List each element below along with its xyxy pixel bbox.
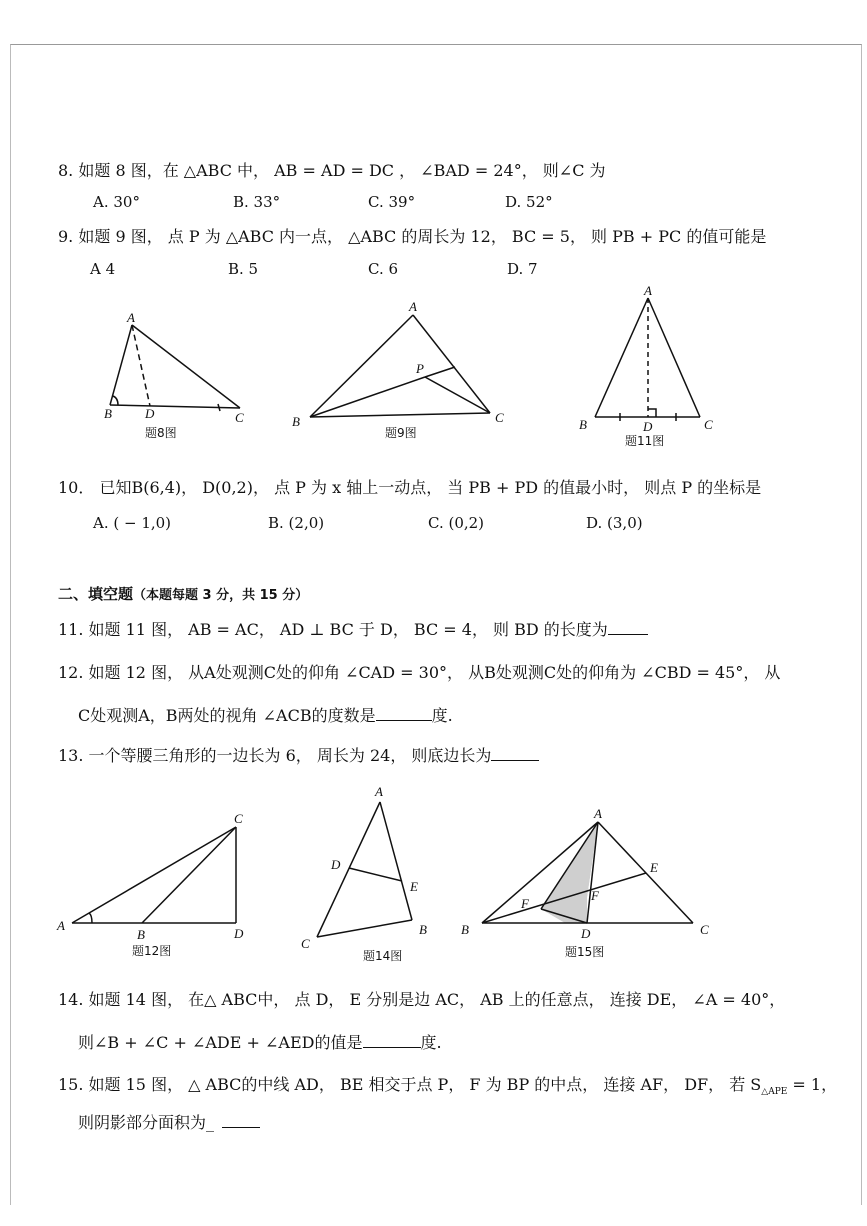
- fig11-label-c: C: [704, 417, 713, 432]
- fig9-label-b: B: [292, 414, 300, 429]
- fig8-label-b: B: [104, 406, 112, 421]
- question-8-stem: 8. 如题 8 图，在 △ABC 中， AB = AD = DC ， ∠BAD = 24°， 则∠C 为: [58, 161, 606, 180]
- fig15-label-e: E: [650, 860, 658, 875]
- q10-option-a: A. ( − 1,0): [93, 514, 172, 532]
- q9-option-b: B. 5: [228, 260, 259, 278]
- q15-subscript: △APE: [761, 1087, 788, 1098]
- q10-option-b: B. (2,0): [268, 514, 325, 532]
- fig11-label-d: D: [643, 419, 653, 434]
- fig14-label-e: E: [410, 879, 418, 894]
- fig14-label-d: D: [331, 857, 341, 872]
- fig15-label-f: F: [521, 896, 529, 911]
- fig15-label-f-inner: F: [591, 888, 599, 903]
- fig15-shaded-region-2: [541, 822, 598, 923]
- fig12-line-bc: [142, 827, 236, 923]
- fig9-segment-bp: [310, 377, 425, 417]
- fig8-side-ab: [110, 325, 132, 405]
- figure-15: [455, 800, 725, 965]
- figure-9: [285, 295, 520, 440]
- fig11-side-ab: [595, 298, 648, 417]
- q14-text: 则∠B + ∠C + ∠ADE + ∠AED的值是: [78, 1033, 363, 1052]
- fig9-side-ab: [310, 315, 413, 417]
- section-2-title: 二、填空题: [58, 585, 134, 603]
- question-15-line1: [58, 1072, 837, 1097]
- q9-option-a: A 4: [90, 260, 116, 278]
- q15-text-2: 则阴影部分面积为_: [78, 1113, 215, 1132]
- q8-option-d: D. 52°: [505, 193, 553, 211]
- figure-14: [295, 780, 445, 965]
- q10-option-d: D. (3,0): [586, 514, 643, 532]
- section-2-note: （本题每题 3 分，共 15 分）: [133, 588, 309, 603]
- question-11: [58, 617, 648, 640]
- fig14-side-bc: [317, 920, 412, 937]
- q12-text: C处观测A，B两处的视角 ∠ACB的度数是: [78, 706, 376, 725]
- q8-option-a: A. 30°: [93, 193, 140, 211]
- fig14-label-c: C: [301, 936, 310, 951]
- q9-option-d: D. 7: [507, 260, 538, 278]
- section-2-heading: [58, 583, 308, 604]
- fig9-label-c: C: [495, 410, 504, 425]
- fig8-side-bc: [110, 405, 240, 408]
- fig14-label-a: A: [375, 784, 383, 799]
- fig15-label-a: A: [594, 806, 602, 821]
- q10-option-c: C. (0,2): [428, 514, 485, 532]
- question-13-stem: 13. 一个等腰三角形的一边长为 6， 周长为 24， 则底边长为: [58, 746, 492, 765]
- q15-answer-blank[interactable]: [222, 1113, 260, 1128]
- fig9-caption: 题9图: [385, 426, 417, 440]
- question-15-line2: [78, 1110, 260, 1133]
- q13-answer-blank[interactable]: [491, 746, 539, 761]
- fig14-side-ab: [380, 802, 412, 920]
- fig9-label-a: A: [409, 299, 417, 314]
- fig11-label-a: A: [644, 283, 652, 298]
- q12-answer-blank[interactable]: [376, 706, 432, 721]
- fig14-caption: 题14图: [363, 949, 403, 963]
- q8-option-c: C. 39°: [368, 193, 416, 211]
- fig8-angle-b-mark: [113, 396, 118, 405]
- fig9-segment-pc: [425, 377, 490, 413]
- fig11-right-angle-mark: [648, 409, 656, 417]
- question-13: [58, 743, 539, 766]
- fig12-label-d: D: [234, 926, 244, 941]
- q8-option-b: B. 33°: [233, 193, 281, 211]
- fig12-label-b: B: [137, 927, 145, 942]
- q14-answer-blank[interactable]: [363, 1033, 421, 1048]
- fig14-segment-de: [349, 868, 402, 881]
- question-12-line2: [78, 703, 453, 726]
- fig8-tick-mark: [218, 404, 220, 411]
- fig11-caption: 题11图: [625, 434, 665, 448]
- fig15-label-b: B: [461, 922, 469, 937]
- question-10-stem: 10． 已知B(6,4)， D(0,2)， 点 P 为 x 轴上一动点， 当 PB + PD 的值最小时， 则点 P 的坐标是: [58, 478, 762, 497]
- fig14-side-ac: [317, 802, 380, 937]
- fig12-line-ac: [72, 827, 236, 923]
- fig11-side-ac: [648, 298, 700, 417]
- fig11-label-b: B: [579, 417, 587, 432]
- figure-11: [570, 280, 720, 450]
- q15-text-end: = 1，: [787, 1075, 838, 1094]
- q12-unit: 度.: [431, 706, 453, 725]
- fig15-caption: 题15图: [565, 945, 605, 959]
- fig12-label-c: C: [234, 811, 243, 826]
- fig12-angle-a-mark: [89, 913, 92, 923]
- fig9-segment-extension: [425, 367, 455, 377]
- fig12-label-a: A: [57, 918, 65, 933]
- fig12-caption: 题12图: [132, 944, 172, 958]
- figure-12: [50, 805, 260, 965]
- question-14-line1: 14. 如题 14 图， 在△ ABC中， 点 D， E 分别是边 AC， AB 上的任意点， 连接 DE， ∠A = 40°，: [58, 990, 786, 1009]
- question-9-stem: 9. 如题 9 图， 点 P 为 △ABC 内一点， △ABC 的周长为 12， BC = 5， 则 PB + PC 的值可能是: [58, 227, 767, 246]
- q11-answer-blank[interactable]: [608, 620, 648, 635]
- fig9-side-ac: [413, 315, 490, 413]
- question-11-stem: 11. 如题 11 图， AB = AC， AD ⊥ BC 于 D， BC = 4， 则 BD 的长度为: [58, 620, 608, 639]
- figure-8: [100, 305, 260, 445]
- q14-unit: 度.: [420, 1033, 442, 1052]
- fig15-label-c: C: [700, 922, 709, 937]
- q9-option-c: C. 6: [368, 260, 399, 278]
- fig8-caption: 题8图: [145, 426, 177, 440]
- fig8-label-a: A: [127, 310, 135, 325]
- question-14-line2: [78, 1030, 442, 1053]
- q15-text: 15. 如题 15 图， △ ABC的中线 AD， BE 相交于点 P， F 为 BP 的中点， 连接 AF， DF， 若 S: [58, 1075, 762, 1094]
- question-12-line1: 12. 如题 12 图， 从A处观测C处的仰角 ∠CAD = 30°， 从B处观测C处的仰角为 ∠CBD = 45°， 从: [58, 663, 781, 682]
- fig14-label-b: B: [419, 922, 427, 937]
- fig8-label-c: C: [235, 410, 244, 425]
- fig9-label-p: P: [416, 361, 424, 376]
- fig9-side-bc: [310, 413, 490, 417]
- fig8-label-d: D: [145, 406, 155, 421]
- fig15-label-d: D: [581, 926, 591, 941]
